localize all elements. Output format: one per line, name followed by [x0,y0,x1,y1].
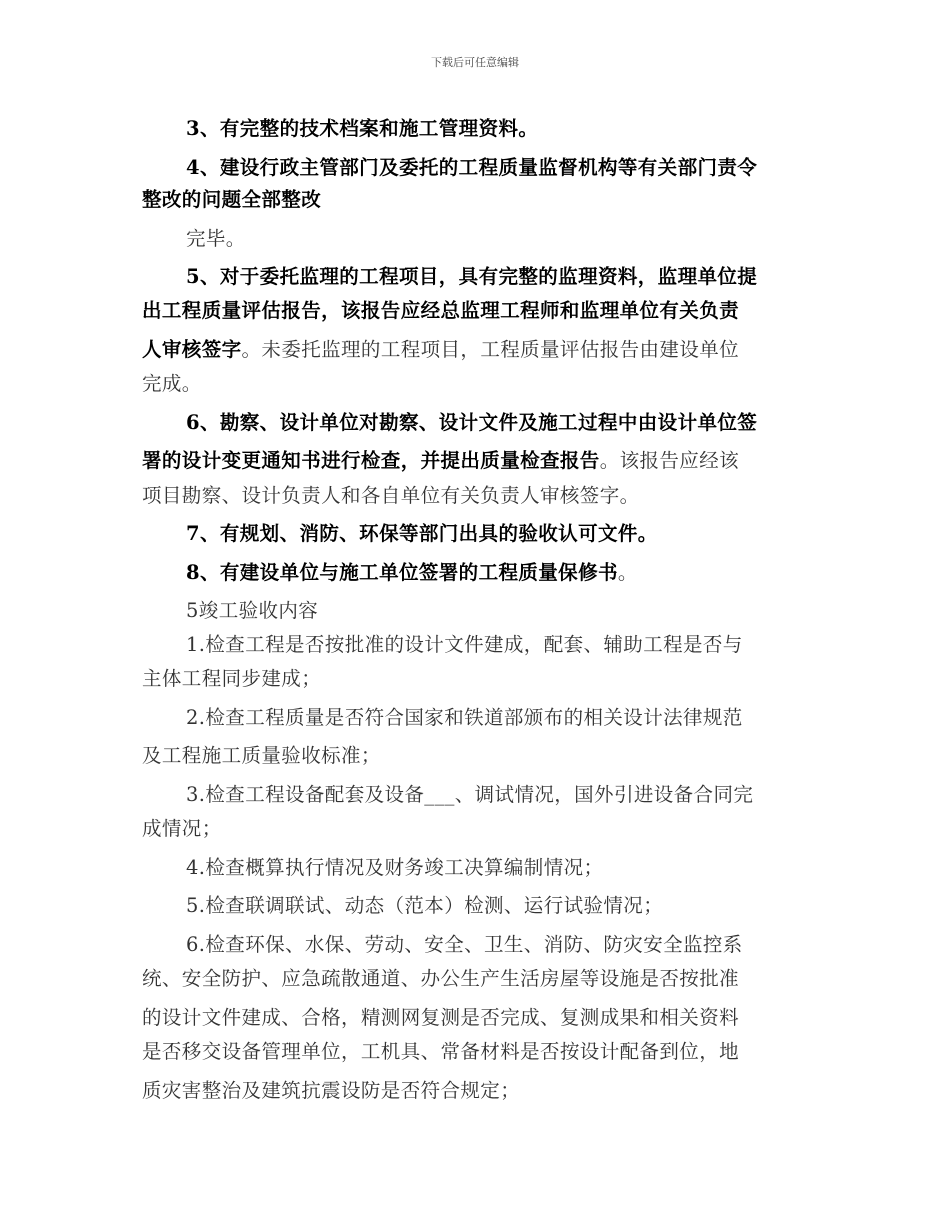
normal-text: 。未委托监理的工程项目，工程质量评估报告由建设单位 [241,338,740,361]
bold-text: 人审核签字 [142,338,242,361]
text-line [142,964,822,994]
page-header: 下载后可任意编辑 [431,56,519,69]
bold-text: 7、有规划、消防、环保等部门出具的验收认可文件。 [186,522,658,545]
normal-text: 2.检查工程质量是否符合国家和铁道部颁布的相关设计法律规范 [186,706,743,729]
bold-text: 8、有建设单位与施工单位签署的工程质量保修书 [186,561,618,584]
text-line [142,369,822,399]
text-line [142,296,822,326]
normal-text: 项目勘察、设计负责人和各自单位有关负责人审核签字。 [142,484,640,507]
normal-text: 1.检查工程是否按批准的设计文件建成，配套、辅助工程是否与 [186,633,743,656]
bold-text: 署的设计变更通知书进行检查，并提出质量检查报告 [142,449,600,472]
text-line [186,558,866,588]
normal-text: 主体工程同步建成； [142,667,322,690]
text-line [186,596,866,626]
normal-text: 完成。 [142,372,202,395]
text-line [142,741,822,771]
normal-text: 5竣工验收内容 [186,599,319,622]
normal-text: 成情况； [142,817,222,840]
text-line [186,153,866,183]
normal-text: 统、安全防护、应急疏散通道、办公生产生活房屋等设施是否按批准 [142,967,740,990]
normal-text: 5.检查联调联试、动态（范本）检测、运行试验情况； [186,894,664,917]
normal-text: 。该报告应经该 [599,449,740,472]
normal-text: 的设计文件建成、合格，精测网复测是否完成、复测成果和相关资料 [142,1006,740,1029]
normal-text: 及工程施工质量验收标准； [142,744,381,767]
normal-text: 4.检查概算执行情况及财务竣工决算编制情况； [186,856,604,879]
text-line [142,664,822,694]
text-line [186,703,866,733]
text-line [142,1076,822,1106]
bold-text: 6、勘察、设计单位对勘察、设计文件及施工过程中由设计单位签 [186,411,758,434]
text-line [186,853,866,883]
normal-text: 完毕。 [186,227,246,250]
normal-text: 6.检查环保、水保、劳动、安全、卫生、消防、防灾安全监控系 [186,933,743,956]
text-line [186,114,866,144]
text-line [142,446,822,476]
text-line [142,1037,822,1067]
text-line [186,224,866,254]
bold-text: 3、有完整的技术档案和施工管理资料。 [186,117,539,140]
text-line [186,519,866,549]
text-line [186,630,866,660]
text-line [186,891,866,921]
bold-text: 整改的问题全部整改 [142,188,322,211]
text-line [186,408,866,438]
text-line [142,1003,822,1033]
normal-text: 。 [617,561,638,584]
bold-text: 出工程质量评估报告，该报告应经总监理工程师和监理单位有关负责 [142,299,740,322]
text-line [186,780,866,810]
text-line [186,262,866,292]
bold-text: 5、对于委托监理的工程项目，具有完整的监理资料，监理单位提 [186,265,758,288]
text-line [186,930,866,960]
normal-text: 是否移交设备管理单位，工机具、常备材料是否按设计配备到位，地 [142,1040,740,1063]
text-line [142,185,822,215]
text-line [142,481,822,511]
normal-text: 质灾害整治及建筑抗震设防是否符合规定； [142,1079,521,1102]
bold-text: 4、建设行政主管部门及委托的工程质量监督机构等有关部门责令 [186,156,758,179]
text-line [142,335,822,365]
normal-text: 3.检查工程设备配套及设备___、调试情况，国外引进设备合同完 [186,783,754,806]
text-line [142,814,822,844]
